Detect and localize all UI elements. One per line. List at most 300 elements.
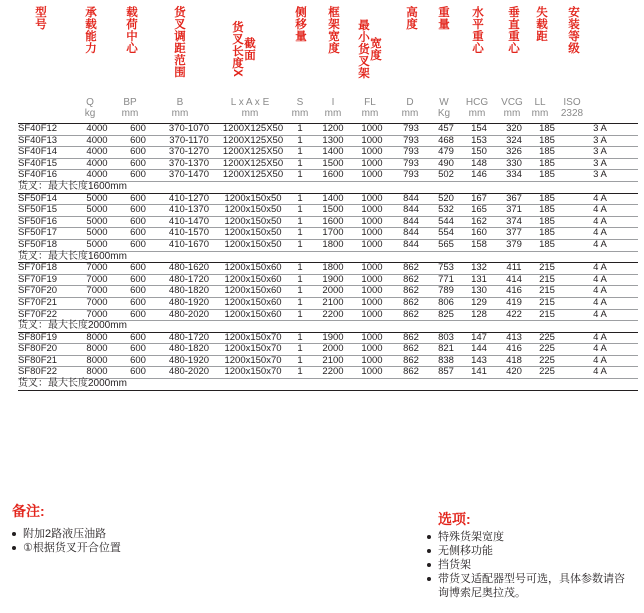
table-cell: 1400	[314, 193, 352, 205]
table-cell: 128	[462, 309, 496, 321]
table-cell: 1	[286, 216, 314, 228]
table-cell: 418	[496, 355, 532, 367]
header-hcg: 水平重心	[471, 6, 483, 54]
table-cell: 1000	[352, 228, 392, 240]
table-cell: 410-1370	[158, 205, 220, 217]
header-side-shift: 侧移量	[294, 6, 306, 42]
table-cell: 326	[496, 147, 532, 159]
table-row	[18, 297, 638, 309]
table-cell: 468	[430, 135, 462, 147]
table-cell: 1000	[352, 124, 392, 136]
table-cell: 1000	[352, 205, 392, 217]
table-row	[18, 158, 638, 170]
table-cell: 148	[462, 158, 496, 170]
table-cell: 862	[392, 274, 430, 286]
table-cell: 600	[118, 228, 158, 240]
table-cell: 4000	[76, 124, 118, 136]
unit-d: mm	[401, 108, 419, 119]
symbol-vcg: VCG	[501, 97, 523, 108]
table-cell: 600	[118, 124, 158, 136]
model-cell: SF50F16	[18, 216, 76, 228]
table-cell: 1200X125X50	[220, 135, 286, 147]
table-cell: 1200x150x70	[220, 367, 286, 379]
table-cell: 1200x150x70	[220, 355, 286, 367]
symbol-q: Q	[86, 97, 94, 108]
table-cell: 520	[430, 193, 462, 205]
table-row	[18, 216, 638, 228]
table-cell: 480-2020	[158, 309, 220, 321]
table-cell: 153	[462, 135, 496, 147]
options-item: 特殊货架宽度	[425, 530, 635, 544]
table-row	[18, 274, 638, 286]
model-cell: SF40F13	[18, 135, 76, 147]
table-cell: 225	[532, 344, 562, 356]
table-cell: 793	[392, 124, 430, 136]
table-cell: 3 A	[562, 135, 638, 147]
options-title: 选项:	[438, 511, 471, 527]
table-cell: 330	[496, 158, 532, 170]
spec-table-body	[18, 124, 638, 391]
table-cell: 410-1670	[158, 239, 220, 251]
table-cell: 1	[286, 297, 314, 309]
table-cell: 4 A	[562, 205, 638, 217]
header-load-center: 载荷中心	[125, 6, 137, 54]
model-cell: SF70F22	[18, 309, 76, 321]
table-cell: 479	[430, 147, 462, 159]
table-cell: 1000	[352, 309, 392, 321]
table-cell: 4 A	[562, 193, 638, 205]
table-cell: 600	[118, 147, 158, 159]
table-cell: 130	[462, 286, 496, 298]
unit-bp: mm	[121, 108, 139, 119]
table-cell: 4 A	[562, 367, 638, 379]
table-cell: 838	[430, 355, 462, 367]
model-cell: SF80F20	[18, 344, 76, 356]
unit-ll: mm	[531, 108, 549, 119]
table-cell: 215	[532, 274, 562, 286]
unit-s: mm	[291, 108, 309, 119]
table-cell: 600	[118, 158, 158, 170]
table-cell: 1000	[352, 332, 392, 344]
table-cell: 225	[532, 367, 562, 379]
unit-iso: 2328	[560, 108, 584, 119]
table-cell: 185	[532, 193, 562, 205]
model-cell: SF80F19	[18, 332, 76, 344]
table-cell: 4 A	[562, 344, 638, 356]
table-cell: 374	[496, 216, 532, 228]
table-cell: 821	[430, 344, 462, 356]
table-row	[18, 355, 638, 367]
table-cell: 1200	[314, 124, 352, 136]
table-cell: 3 A	[562, 170, 638, 182]
table-cell: 862	[392, 355, 430, 367]
table-cell: 480-2020	[158, 367, 220, 379]
table-cell: 410-1270	[158, 193, 220, 205]
model-cell: SF80F22	[18, 367, 76, 379]
table-cell: 825	[430, 309, 462, 321]
table-cell: 600	[118, 309, 158, 321]
table-cell: 324	[496, 135, 532, 147]
table-cell: 793	[392, 147, 430, 159]
fork-length-note	[18, 251, 638, 263]
table-cell: 844	[392, 216, 430, 228]
table-cell: 129	[462, 297, 496, 309]
table-cell: 371	[496, 205, 532, 217]
table-cell: 1000	[352, 286, 392, 298]
table-cell: 422	[496, 309, 532, 321]
table-cell: 185	[532, 216, 562, 228]
table-cell: 1	[286, 344, 314, 356]
table-cell: 1200X125X50	[220, 147, 286, 159]
table-cell: 1500	[314, 205, 352, 217]
table-cell: 1000	[352, 297, 392, 309]
symbol-b: B	[176, 97, 184, 108]
table-cell: 420	[496, 367, 532, 379]
table-cell: 1400	[314, 147, 352, 159]
table-cell: 5000	[76, 193, 118, 205]
table-cell: 565	[430, 239, 462, 251]
table-cell: 480-1720	[158, 274, 220, 286]
table-cell: 1200x150x50	[220, 228, 286, 240]
header-iso: 安装等级	[567, 6, 579, 54]
options-item: 带货叉适配器型号可选，具体参数请咨询博索尼奥拉茂。	[425, 572, 635, 600]
table-cell: 1000	[352, 147, 392, 159]
symbol-ll: LL	[534, 97, 546, 108]
table-cell: 1200x150x60	[220, 286, 286, 298]
table-cell: 150	[462, 147, 496, 159]
table-cell: 1000	[352, 239, 392, 251]
table-cell: 4 A	[562, 286, 638, 298]
table-cell: 490	[430, 158, 462, 170]
table-cell: 600	[118, 239, 158, 251]
options-item: 无侧移功能	[425, 544, 635, 558]
table-cell: 1800	[314, 239, 352, 251]
table-cell: 1700	[314, 228, 352, 240]
table-cell: 803	[430, 332, 462, 344]
model-cell: SF70F20	[18, 286, 76, 298]
model-cell: SF40F16	[18, 170, 76, 182]
table-cell: 4 A	[562, 355, 638, 367]
symbol-s: S	[296, 97, 304, 108]
table-cell: 411	[496, 263, 532, 275]
symbol-w: W	[439, 97, 449, 108]
table-cell: 544	[430, 216, 462, 228]
table-cell: 862	[392, 309, 430, 321]
table-cell: 1	[286, 170, 314, 182]
table-cell: 600	[118, 367, 158, 379]
table-row	[18, 263, 638, 275]
table-cell: 2100	[314, 355, 352, 367]
model-cell: SF50F15	[18, 205, 76, 217]
table-cell: 1200X125X50	[220, 158, 286, 170]
model-cell: SF50F18	[18, 239, 76, 251]
table-cell: 4 A	[562, 297, 638, 309]
table-cell: 1000	[352, 274, 392, 286]
table-cell: 2100	[314, 297, 352, 309]
table-cell: 410-1570	[158, 228, 220, 240]
table-cell: 2000	[314, 286, 352, 298]
table-cell: 162	[462, 216, 496, 228]
table-cell: 600	[118, 344, 158, 356]
table-cell: 806	[430, 297, 462, 309]
symbol-d: D	[406, 97, 414, 108]
table-cell: 5000	[76, 205, 118, 217]
table-cell: 3 A	[562, 147, 638, 159]
table-cell: 367	[496, 193, 532, 205]
table-cell: 379	[496, 239, 532, 251]
table-cell: 1	[286, 239, 314, 251]
table-cell: 8000	[76, 367, 118, 379]
table-cell: 146	[462, 170, 496, 182]
unit-fl: mm	[361, 108, 379, 119]
table-cell: 4000	[76, 147, 118, 159]
table-cell: 600	[118, 170, 158, 182]
table-cell: 600	[118, 297, 158, 309]
table-cell: 1	[286, 274, 314, 286]
table-cell: 3 A	[562, 158, 638, 170]
table-cell: 1200x150x50	[220, 239, 286, 251]
table-cell: 844	[392, 228, 430, 240]
header-min-carriage-width: 最小货叉架 宽度	[357, 19, 381, 79]
table-cell: 419	[496, 297, 532, 309]
table-cell: 600	[118, 332, 158, 344]
table-cell: 1500	[314, 158, 352, 170]
table-cell: 414	[496, 274, 532, 286]
options-list	[425, 530, 635, 600]
table-cell: 480-1620	[158, 263, 220, 275]
table-cell: 4 A	[562, 216, 638, 228]
table-cell: 480-1920	[158, 297, 220, 309]
table-cell: 1200X125X50	[220, 124, 286, 136]
table-cell: 1000	[352, 263, 392, 275]
table-cell: 4 A	[562, 332, 638, 344]
table-cell: 1	[286, 355, 314, 367]
table-cell: 862	[392, 263, 430, 275]
table-cell: 4000	[76, 135, 118, 147]
model-cell: SF70F21	[18, 297, 76, 309]
symbol-laxe: L x A x E	[230, 97, 270, 108]
table-row	[18, 332, 638, 344]
table-cell: 1200x150x70	[220, 332, 286, 344]
table-cell: 1	[286, 193, 314, 205]
fork-length-note	[18, 379, 638, 391]
table-cell: 753	[430, 263, 462, 275]
table-cell: 600	[118, 193, 158, 205]
table-cell: 457	[430, 124, 462, 136]
table-cell: 1000	[352, 193, 392, 205]
table-cell: 1200X125X50	[220, 170, 286, 182]
table-row	[18, 286, 638, 298]
table-cell: 141	[462, 367, 496, 379]
table-cell: 1900	[314, 332, 352, 344]
table-cell: 480-1820	[158, 286, 220, 298]
table-row	[18, 344, 638, 356]
table-cell: 1	[286, 147, 314, 159]
unit-laxe: mm	[241, 108, 259, 119]
table-cell: 600	[118, 216, 158, 228]
table-cell: 862	[392, 297, 430, 309]
header-weight: 重量	[437, 6, 449, 30]
symbol-hcg: HCG	[465, 97, 489, 108]
table-cell: 1200x150x60	[220, 263, 286, 275]
model-cell: SF50F17	[18, 228, 76, 240]
table-cell: 1	[286, 205, 314, 217]
model-cell: SF40F15	[18, 158, 76, 170]
table-cell: 771	[430, 274, 462, 286]
table-cell: 1	[286, 286, 314, 298]
table-cell: 185	[532, 170, 562, 182]
unit-hcg: mm	[468, 108, 486, 119]
unit-vcg: mm	[503, 108, 521, 119]
unit-b: mm	[171, 108, 189, 119]
unit-i: mm	[324, 108, 342, 119]
table-cell: 1	[286, 332, 314, 344]
table-cell: 185	[532, 158, 562, 170]
table-cell: 416	[496, 286, 532, 298]
table-cell: 1000	[352, 135, 392, 147]
table-row	[18, 170, 638, 182]
table-cell: 480-1820	[158, 344, 220, 356]
fork-length-note-text: 货叉：最大长度2000mm	[18, 379, 638, 391]
table-cell: 2200	[314, 367, 352, 379]
table-cell: 5000	[76, 239, 118, 251]
table-cell: 1000	[352, 367, 392, 379]
table-cell: 416	[496, 344, 532, 356]
table-cell: 844	[392, 193, 430, 205]
table-cell: 185	[532, 239, 562, 251]
symbol-i: I	[331, 97, 335, 108]
table-cell: 370-1270	[158, 147, 220, 159]
table-cell: 215	[532, 309, 562, 321]
notes-list	[10, 527, 270, 555]
table-cell: 1	[286, 367, 314, 379]
table-cell: 215	[532, 297, 562, 309]
table-cell: 862	[392, 286, 430, 298]
table-cell: 143	[462, 355, 496, 367]
table-cell: 4000	[76, 170, 118, 182]
model-cell: SF80F21	[18, 355, 76, 367]
table-cell: 1200x150x50	[220, 216, 286, 228]
table-row	[18, 239, 638, 251]
spec-table	[18, 123, 638, 391]
table-cell: 7000	[76, 297, 118, 309]
fork-length-note	[18, 181, 638, 193]
table-cell: 8000	[76, 355, 118, 367]
table-cell: 502	[430, 170, 462, 182]
table-row	[18, 309, 638, 321]
table-cell: 185	[532, 147, 562, 159]
header-vcg: 垂直重心	[507, 6, 519, 54]
symbol-iso: ISO	[563, 97, 581, 108]
table-cell: 7000	[76, 274, 118, 286]
table-row	[18, 135, 638, 147]
model-cell: SF40F14	[18, 147, 76, 159]
header-ll: 失载距	[535, 6, 547, 42]
table-cell: 370-1370	[158, 158, 220, 170]
symbol-fl: FL	[364, 97, 376, 108]
table-cell: 1	[286, 228, 314, 240]
table-cell: 600	[118, 274, 158, 286]
table-cell: 167	[462, 193, 496, 205]
table-cell: 1300	[314, 135, 352, 147]
table-cell: 2000	[314, 344, 352, 356]
table-cell: 3 A	[562, 124, 638, 136]
fork-length-note-text: 货叉：最大长度2000mm	[18, 321, 638, 333]
table-cell: 1000	[352, 158, 392, 170]
fork-length-note-text: 货叉：最大长度1600mm	[18, 181, 638, 193]
table-cell: 8000	[76, 332, 118, 344]
table-cell: 410-1470	[158, 216, 220, 228]
table-cell: 185	[532, 135, 562, 147]
options-item: 挡货架	[425, 558, 635, 572]
model-cell: SF70F19	[18, 274, 76, 286]
table-cell: 4 A	[562, 274, 638, 286]
table-cell: 1600	[314, 216, 352, 228]
table-cell: 370-1170	[158, 135, 220, 147]
header-capacity: 承载能力	[84, 6, 96, 54]
table-cell: 1200x150x60	[220, 309, 286, 321]
header-adjust-range: 货叉调距范围	[173, 6, 185, 78]
unit-q: kg	[84, 108, 96, 119]
table-cell: 1000	[352, 216, 392, 228]
table-row	[18, 193, 638, 205]
table-cell: 185	[532, 228, 562, 240]
notes-item: ①根据货叉开合位置	[10, 541, 270, 555]
table-cell: 1	[286, 263, 314, 275]
table-cell: 377	[496, 228, 532, 240]
table-cell: 132	[462, 263, 496, 275]
fork-length-note	[18, 321, 638, 333]
table-cell: 600	[118, 263, 158, 275]
table-cell: 1	[286, 124, 314, 136]
table-cell: 185	[532, 205, 562, 217]
table-cell: 480-1920	[158, 355, 220, 367]
table-cell: 4000	[76, 158, 118, 170]
table-cell: 2200	[314, 309, 352, 321]
table-cell: 215	[532, 263, 562, 275]
table-cell: 158	[462, 239, 496, 251]
table-cell: 144	[462, 344, 496, 356]
table-cell: 4 A	[562, 239, 638, 251]
table-cell: 4 A	[562, 263, 638, 275]
header-frame-width: 框架宽度	[327, 6, 339, 54]
table-cell: 147	[462, 332, 496, 344]
model-cell: SF70F18	[18, 263, 76, 275]
table-cell: 7000	[76, 286, 118, 298]
table-cell: 1200x150x60	[220, 274, 286, 286]
table-cell: 554	[430, 228, 462, 240]
table-cell: 1200x150x50	[220, 193, 286, 205]
table-cell: 225	[532, 355, 562, 367]
table-cell: 131	[462, 274, 496, 286]
table-cell: 334	[496, 170, 532, 182]
table-cell: 5000	[76, 228, 118, 240]
table-row	[18, 367, 638, 379]
table-cell: 1	[286, 309, 314, 321]
symbol-bp: BP	[123, 97, 137, 108]
table-cell: 413	[496, 332, 532, 344]
header-height: 高度	[405, 6, 417, 30]
table-cell: 1	[286, 158, 314, 170]
unit-w: Kg	[437, 108, 451, 119]
table-cell: 154	[462, 124, 496, 136]
table-cell: 600	[118, 205, 158, 217]
table-cell: 844	[392, 239, 430, 251]
table-cell: 1800	[314, 263, 352, 275]
header-model: 型号	[34, 6, 46, 30]
table-cell: 185	[532, 124, 562, 136]
table-cell: 1900	[314, 274, 352, 286]
